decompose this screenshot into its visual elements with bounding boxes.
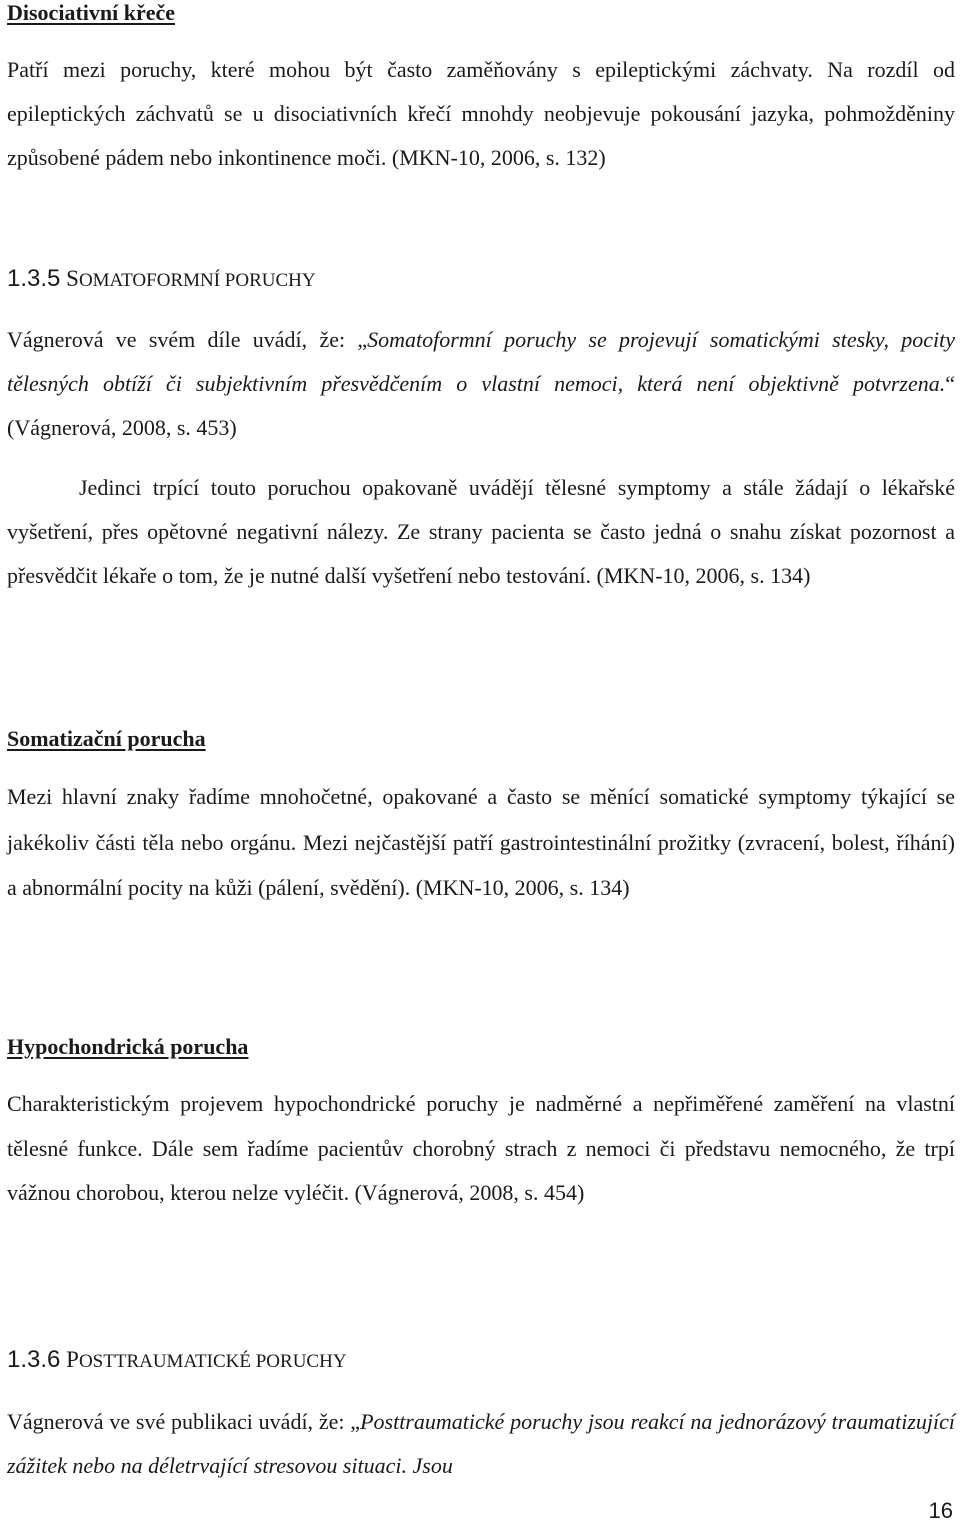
paragraph-hypochondricka: Charakteristickým projevem hypochondrické poruchy je nadměrné a nepřiměřené zaměření na vlastní tělesné funkce. Dále sem řadíme pacientův chorobný strach z nemoci či představu nemocného, že trpí vážnou chorobou, kterou nelze vyléčit. (Vágnerová, 2008, s. 454) — [7, 1091, 955, 1205]
section-number: 1.3.5 — [7, 265, 61, 292]
section-heading-1-3-6 — [7, 1345, 955, 1377]
quote-text: Somatoformní poruchy se projevují somatickými stesky, pocity tělesných obtíží či subjektivním přesvědčením o vlastní nemoci, která není objektivně potvrzena. — [7, 327, 955, 396]
section-title-rest: OMATOFORMNÍ PORUCHY — [78, 270, 316, 291]
paragraph-disociativni: Patří mezi poruchy, které mohou být často zaměňovány s epileptickými záchvaty. Na rozdíl od epileptických záchvatů se u disociativních křečí mnohdy neobjevuje pokousání jazyka, pohmožděniny způsobené pádem nebo inkontinence moči. (MKN-10, 2006, s. 132) — [7, 57, 955, 170]
section-number: 1.3.6 — [7, 1346, 61, 1373]
section-heading-1-3-5 — [7, 264, 955, 296]
quote-text: Posttraumatické poruchy jsou reakcí na jednorázový traumatizující zážitek nebo na déletrvající stresovou situaci. Jsou — [7, 1409, 955, 1478]
section-title-rest: OSTTRAUMATICKÉ PORUCHY — [78, 1351, 347, 1372]
section-title-initial: P — [66, 1347, 79, 1372]
section-title-initial: S — [66, 266, 79, 291]
paragraph-somatizacni: Mezi hlavní znaky řadíme mnohočetné, opakované a často se měnící somatické symptomy týkající se jakékoliv části těla nebo orgánu. Mezi nejčastější patří gastrointestinální prožitky (zvracení, bolest, říhání) a abnormální pocity na kůži (pálení, svědění). (MKN-10, 2006, s. 134) — [7, 784, 955, 900]
subheading-somatizacni-porucha: Somatizační porucha — [7, 726, 206, 751]
subheading-disociativni-krece: Disociativní křeče — [7, 0, 176, 25]
page-number: 16 — [928, 1498, 953, 1523]
subheading-hypochondricka-porucha: Hypochondrická porucha — [7, 1034, 249, 1059]
paragraph-somatoformni-quote — [7, 318, 955, 450]
paragraph-somatoformni-body: Jedinci trpící touto poruchou opakovaně uvádějí tělesné symptomy a stále žádají o lékařské vyšetření, přes opětovné negativní nálezy. Ze strany pacienta se často jedná o snahu získat pozornost a přesvědčit lékaře o tom, že je nutné další vyšetření nebo testování. (MKN-10, 2006, s. 134) — [7, 475, 955, 588]
quote-citation: “ (Vágnerová, 2008, s. 453) — [7, 371, 955, 440]
paragraph-posttraumaticke — [7, 1400, 955, 1488]
quote-intro: Vágnerová ve svém díle uvádí, že: „ — [7, 327, 368, 352]
quote-intro: Vágnerová ve své publikaci uvádí, že: „ — [7, 1409, 361, 1434]
